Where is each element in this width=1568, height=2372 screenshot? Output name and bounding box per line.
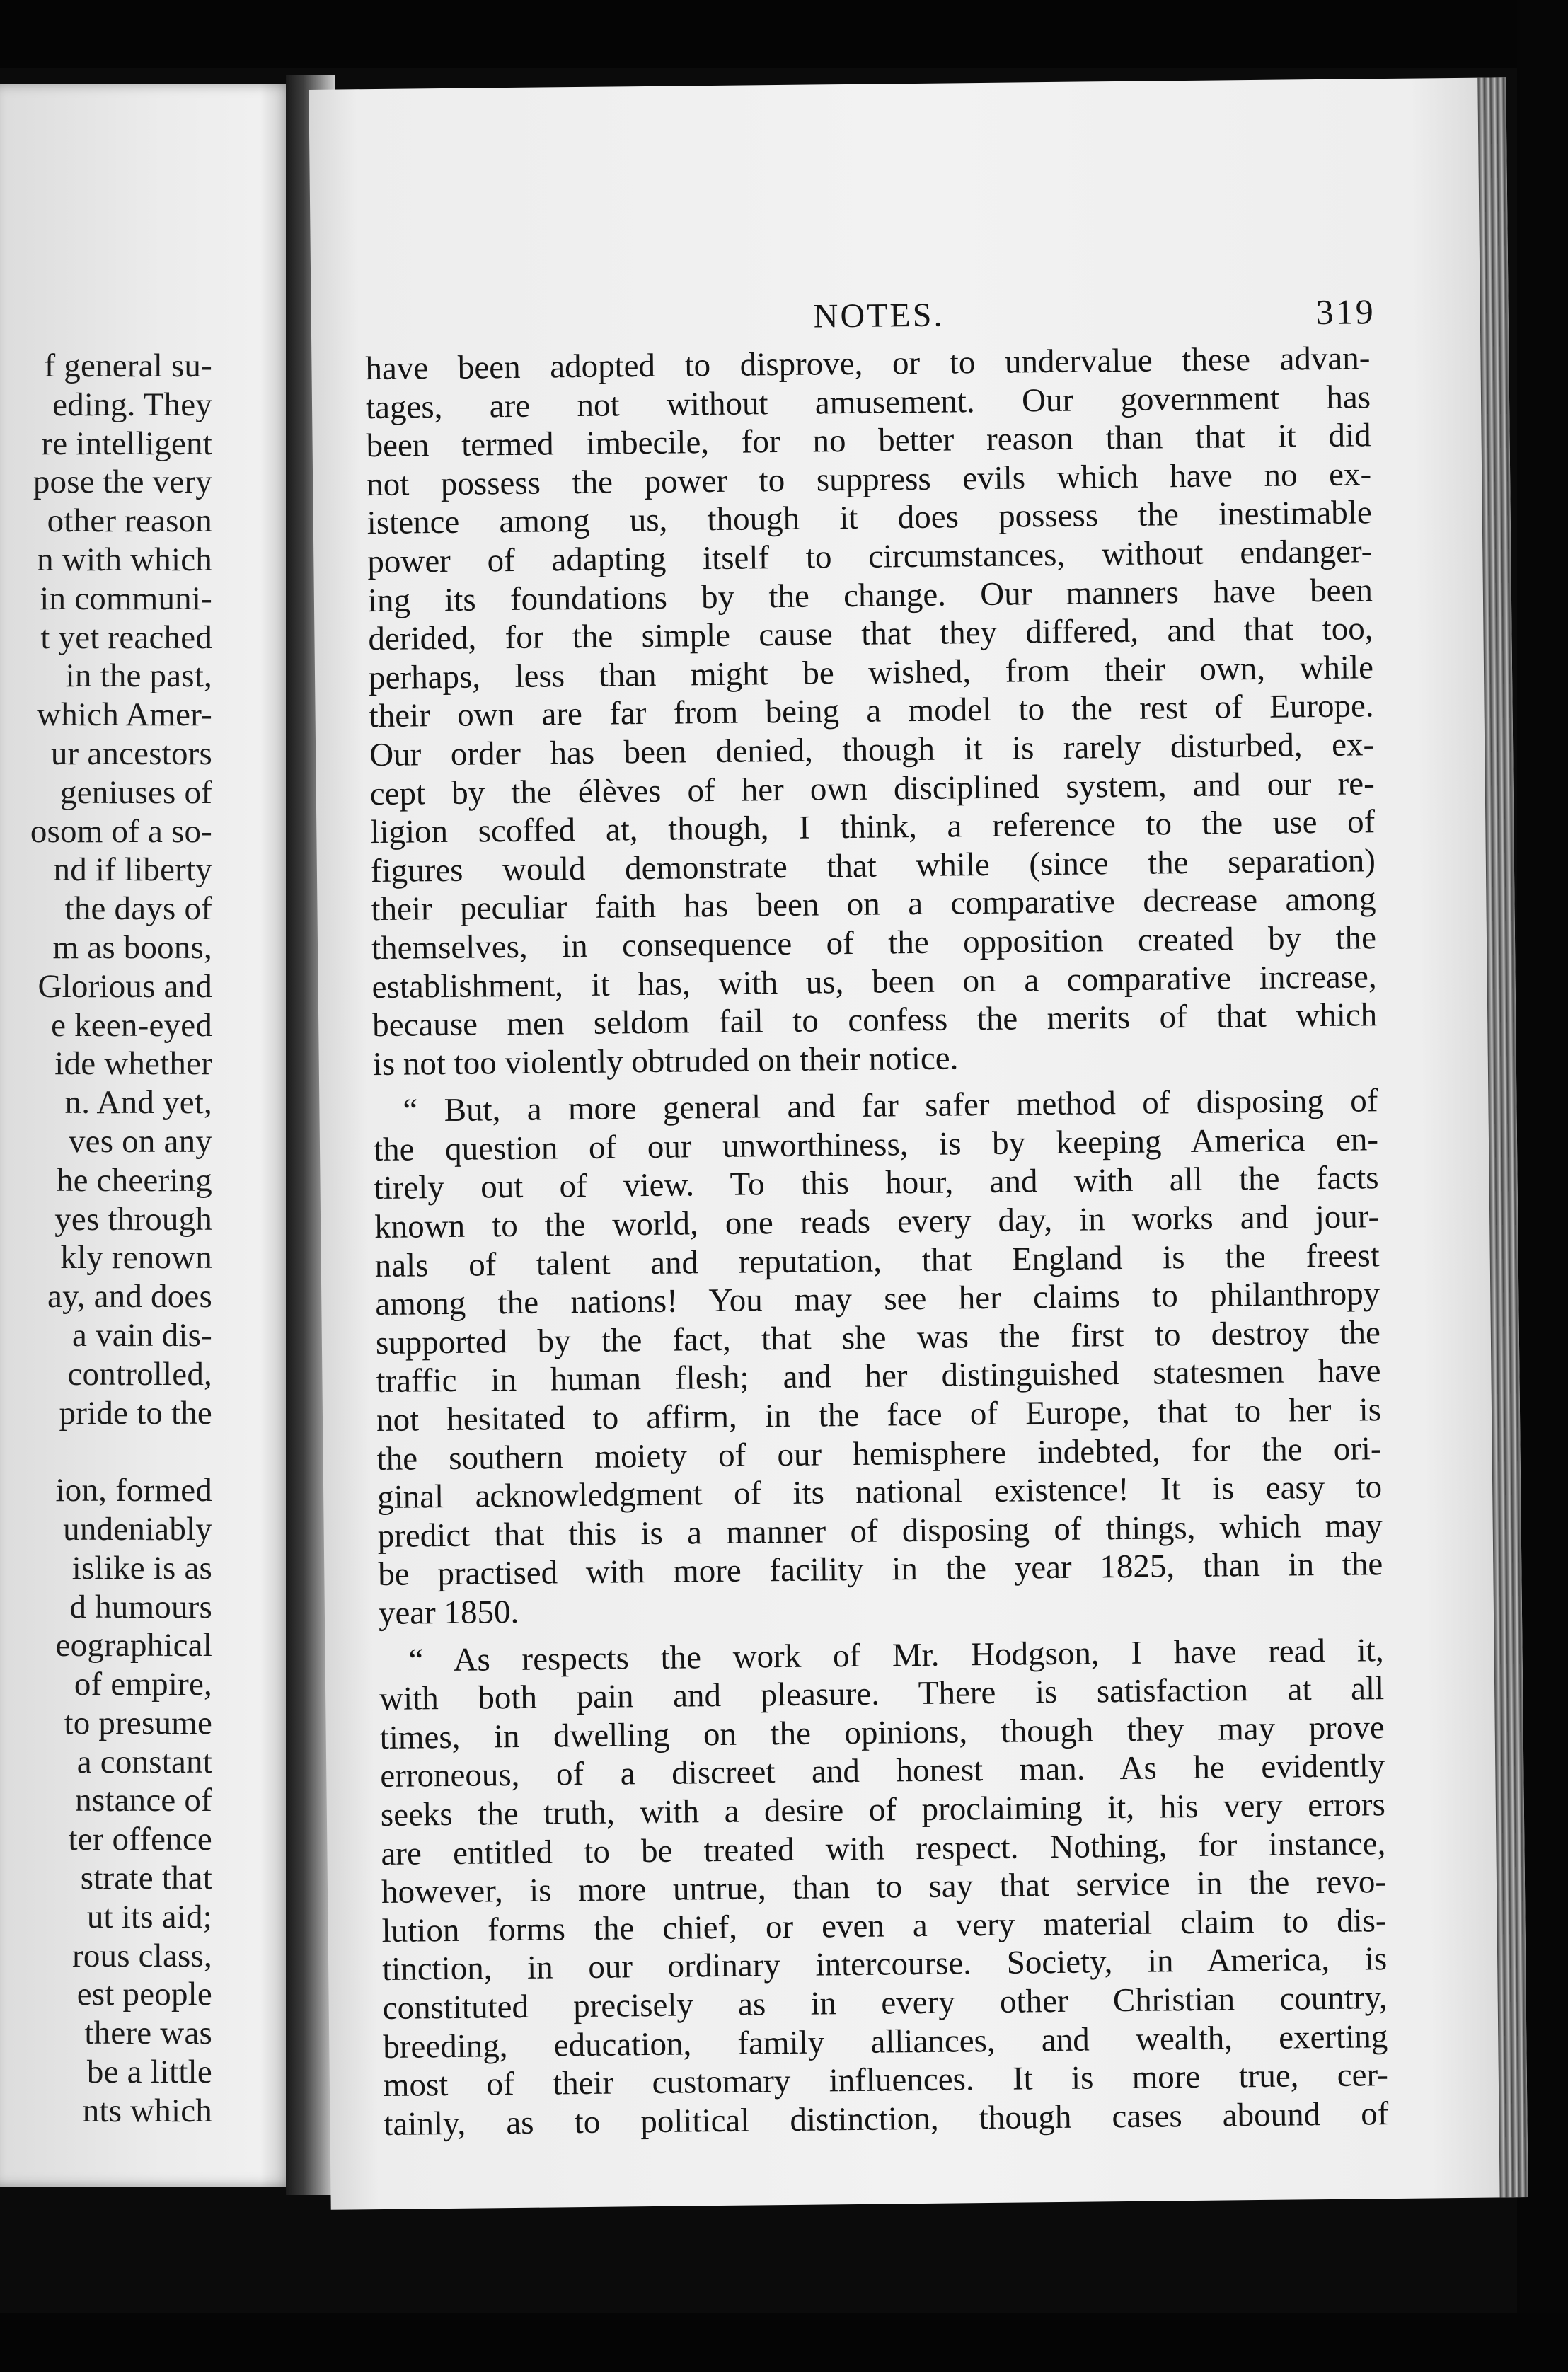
text-line: not hesitated to affirm, in the face of Europe, that to her is xyxy=(376,1391,1382,1439)
previous-page-line: ion, formed xyxy=(55,1472,212,1509)
previous-page-line: ur ancestors xyxy=(50,735,212,772)
text-line: “ But, a more general and far safer method of disposing of xyxy=(403,1082,1378,1129)
previous-page-line: n with which xyxy=(37,541,212,578)
text-line: the question of our unworthiness, is by keeping America en- xyxy=(373,1121,1379,1168)
text-line: tainly, as to political distinction, though cases abound of xyxy=(384,2095,1389,2143)
previous-page-line: ut its aid; xyxy=(86,1898,212,1935)
text-line: their own are far from being a model to the rest of Europe. xyxy=(369,687,1374,735)
previous-page-line: rous class, xyxy=(71,1937,212,1974)
text-line: their peculiar faith has been on a comparative decrease among xyxy=(371,880,1376,928)
previous-page-line: be a little xyxy=(86,2054,212,2091)
previous-page-line: osom of a so- xyxy=(30,812,212,850)
previous-page-line: controlled, xyxy=(67,1355,212,1393)
text-line: tirely out of view. To this hour, and with all the facts xyxy=(374,1159,1379,1207)
previous-page-line: eographical xyxy=(55,1627,212,1664)
previous-page-line: to presume xyxy=(64,1704,212,1741)
previous-page-line: f general su- xyxy=(44,347,212,384)
text-line: most of their customary influences. It is more true, cer- xyxy=(383,2056,1389,2105)
text-line: supported by the fact, that she was the first to destroy the xyxy=(375,1314,1381,1361)
text-line: ligion scoffed at, though, I think, a reference to the use of xyxy=(370,803,1376,851)
text-line: with both pain and pleasure. There is satisfaction at all xyxy=(379,1670,1385,1718)
previous-page-line: e keen-eyed xyxy=(51,1006,212,1044)
previous-page-line: m as boons, xyxy=(52,928,212,966)
text-line: traffic in human flesh; and her distinguished statesmen have xyxy=(376,1352,1381,1400)
current-page xyxy=(309,77,1528,2210)
scan-border-top xyxy=(0,0,1568,68)
previous-page-line: nd if liberty xyxy=(53,851,212,889)
previous-page-line: other reason xyxy=(47,502,212,540)
text-line: seeks the truth, with a desire of proclaiming it, his very errors xyxy=(380,1786,1386,1833)
text-line: erroneous, of a discreet and honest man. As he evidently xyxy=(380,1747,1385,1795)
page-number: 319 xyxy=(1315,292,1376,333)
previous-page-text xyxy=(0,347,212,2131)
previous-page-line: kly renown xyxy=(60,1239,212,1277)
previous-page-line: the days of xyxy=(64,890,212,928)
text-line: however, is more untrue, than to say that service in the revo- xyxy=(381,1863,1387,1911)
text-line: cept by the élèves of her own disciplined system, and our re- xyxy=(369,764,1375,812)
previous-page-line: d humours xyxy=(69,1588,212,1625)
running-title: NOTES. xyxy=(813,296,945,335)
text-line: times, in dwelling on the opinions, though they may prove xyxy=(379,1708,1385,1756)
text-line: is not too violently obtruded on their notice. xyxy=(372,1040,959,1083)
previous-page-line: n. And yet, xyxy=(64,1084,212,1122)
previous-page-line: ter offence xyxy=(68,1821,212,1858)
text-line: figures would demonstrate that while (since the separation) xyxy=(370,841,1376,890)
text-line: tages, are not without amusement. Our government has xyxy=(365,378,1371,426)
text-line: constituted precisely as in every other Christian country, xyxy=(382,1979,1388,2027)
text-line: tinction, in our ordinary intercourse. Society, in America, is xyxy=(381,1940,1388,1988)
previous-page-line: eding. They xyxy=(52,386,212,423)
previous-page-line: ay, and does xyxy=(47,1278,212,1315)
previous-page-line: which Amer- xyxy=(37,696,212,734)
text-line: themselves, in consequence of the opposition created by the xyxy=(371,919,1377,967)
previous-page-line: ide whether xyxy=(54,1045,212,1083)
previous-page-line: nstance of xyxy=(75,1782,212,1819)
text-line: lution forms the chief, or even a very material claim to dis- xyxy=(381,1901,1387,1950)
previous-page-line: in the past, xyxy=(65,657,212,695)
text-line: istence among us, though it does possess the inestimable xyxy=(367,494,1372,542)
previous-page-line: there was xyxy=(84,2015,212,2052)
text-line: not possess the power to suppress evils which have no ex- xyxy=(366,456,1372,503)
previous-page-line: he cheering xyxy=(56,1161,212,1199)
text-line: predict that this is a manner of disposing of things, which may xyxy=(377,1507,1383,1555)
text-line: perhaps, less than might be wished, from their own, while xyxy=(368,648,1374,696)
text-line: the southern moiety of our hemisphere indebted, for the ori- xyxy=(376,1429,1382,1478)
previous-page-line: re intelligent xyxy=(41,425,212,462)
scan-border-bottom xyxy=(0,2313,1568,2372)
previous-page-line: of empire, xyxy=(74,1666,212,1703)
previous-page-line: a vain dis- xyxy=(72,1316,212,1354)
previous-page-line: geniuses of xyxy=(60,773,212,811)
previous-page-line: nts which xyxy=(82,2092,212,2129)
text-line: “ As respects the work of Mr. Hodgson, I have read it, xyxy=(408,1631,1384,1679)
text-line: known to the world, one reads every day, in works and jour- xyxy=(374,1198,1380,1246)
text-line: Our order has been denied, though it is rarely disturbed, ex- xyxy=(369,726,1375,774)
previous-page-line: t yet reached xyxy=(40,618,212,656)
text-line: ginal acknowledgment of its national existence! It is easy to xyxy=(376,1468,1383,1516)
text-line: been termed imbecile, for no better reason than that it did xyxy=(366,417,1371,465)
previous-page-line: yes through xyxy=(54,1200,212,1238)
text-line: are entitled to be treated with respect. Nothing, for instance, xyxy=(381,1824,1386,1872)
previous-page-line: est people xyxy=(76,1976,212,2013)
previous-page-line: Glorious and xyxy=(38,967,212,1005)
previous-page-line xyxy=(0,1432,212,1471)
previous-page-line: strate that xyxy=(80,1860,212,1897)
text-line: power of adapting itself to circumstances, without endanger- xyxy=(367,533,1373,581)
text-line: ing its foundations by the change. Our manners have been xyxy=(367,571,1373,619)
text-line: because men seldom fail to confess the merits of that which xyxy=(371,996,1378,1044)
text-line: breeding, education, family alliances, and wealth, exerting xyxy=(383,2017,1388,2066)
previous-page-line: ves on any xyxy=(68,1122,212,1160)
previous-page-line: a constant xyxy=(76,1743,212,1780)
text-line: be practised with more facility in the year 1825, than in the xyxy=(378,1545,1383,1594)
text-line: year 1850. xyxy=(378,1593,519,1633)
text-line: have been adopted to disprove, or to undervalue these advan- xyxy=(365,340,1371,388)
text-line: establishment, it has, with us, been on a comparative increase, xyxy=(371,957,1377,1006)
text-line: among the nations! You may see her claims to philanthropy xyxy=(375,1275,1380,1323)
text-line: nals of talent and reputation, that England is the freest xyxy=(374,1236,1380,1284)
previous-page-fragment xyxy=(0,84,296,2187)
previous-page-line: pose the very xyxy=(33,464,212,501)
previous-page-line: in communi- xyxy=(40,580,212,617)
previous-page-line: undeniably xyxy=(63,1510,212,1548)
previous-page-line: islike is as xyxy=(71,1549,212,1587)
previous-page-line: pride to the xyxy=(59,1394,212,1432)
body-text xyxy=(365,339,1388,2143)
text-line: derided, for the simple cause that they differed, and that too, xyxy=(368,610,1373,658)
